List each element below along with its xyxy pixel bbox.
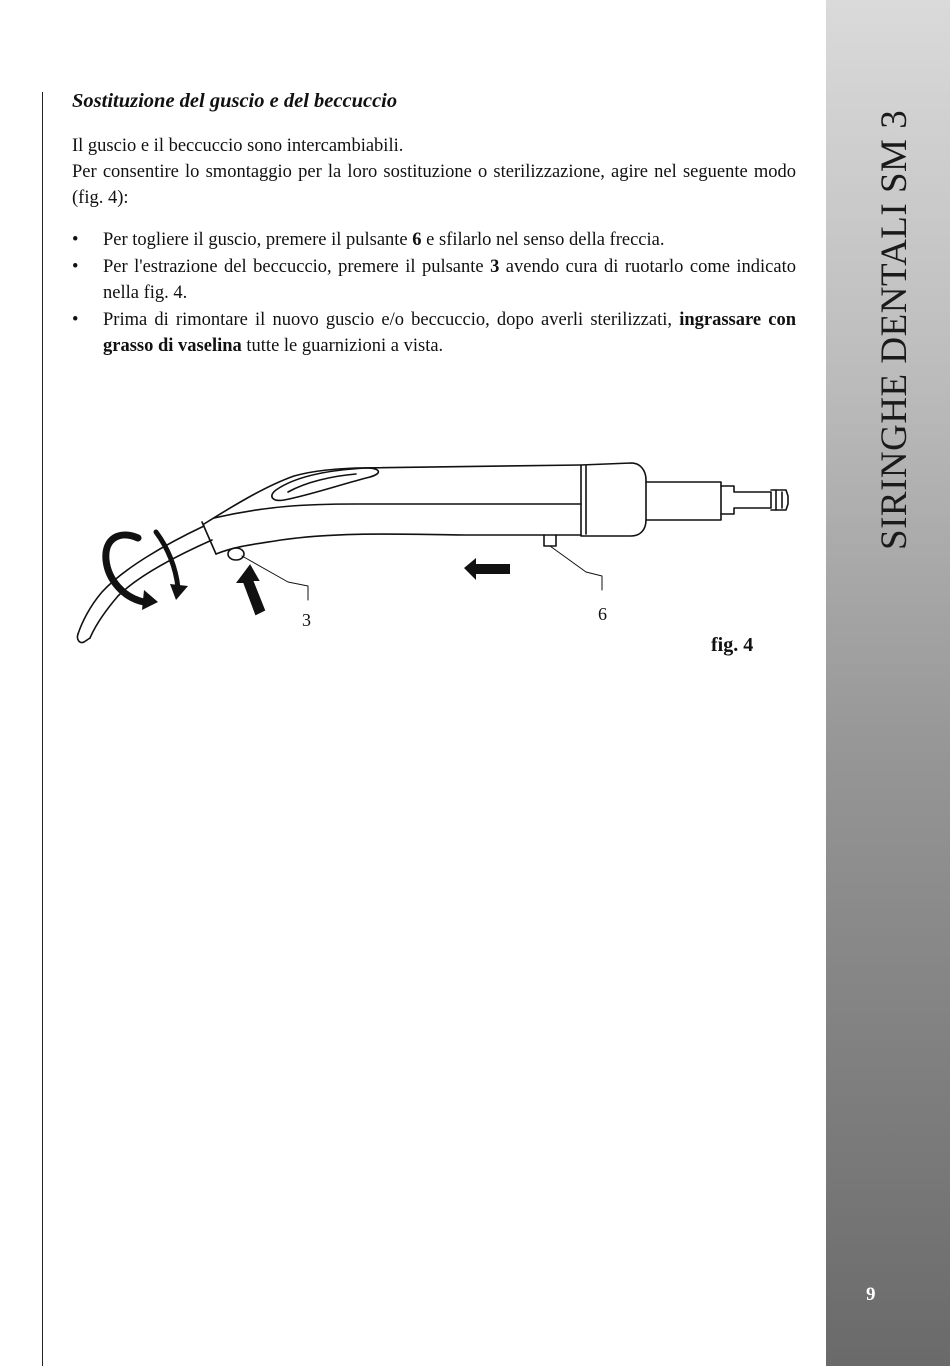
handle-outline-bottom	[216, 534, 581, 554]
tip-outline	[78, 526, 204, 634]
instruction-list	[72, 227, 796, 359]
intro-line-2: Per consentire lo smontaggio per la loro sostituzione o sterilizzazione, agire nel seguente modo (fig. 4):	[72, 162, 796, 208]
page-number: 9	[866, 1284, 876, 1305]
handle-outline-top	[204, 465, 581, 524]
list-item-text: Per l'estrazione del beccuccio, premere il pulsante	[103, 257, 491, 277]
joint-line	[202, 522, 216, 554]
figure-caption: fig. 4	[711, 634, 754, 656]
callout-6: 6	[598, 604, 607, 624]
sidebar-title: SIRINGHE DENTALI SM 3	[874, 109, 915, 550]
list-item	[72, 254, 796, 306]
bullet-icon: •	[72, 310, 79, 330]
button-6	[544, 535, 556, 546]
slide-arrow-icon	[464, 558, 510, 580]
list-item-text: Prima di rimontare il nuovo guscio e/o beccuccio, dopo averli sterilizzati,	[103, 310, 680, 330]
bullet-icon: •	[72, 230, 79, 250]
rear-collar	[581, 463, 646, 536]
rotation-arrow-icon	[106, 535, 144, 602]
button-3	[228, 548, 244, 560]
bullet-icon: •	[72, 257, 79, 277]
leader-line-6	[550, 546, 602, 590]
list-item-text: avendo cura di ruotarlo come indicato nella fig. 4.	[103, 257, 796, 303]
press-arrow-icon	[238, 566, 264, 614]
fitting-notch	[776, 490, 782, 510]
syringe-illustration	[66, 456, 798, 666]
list-item-bold: 3	[490, 257, 500, 277]
list-item-bold: ingrassare con grasso di vaselina	[103, 310, 796, 356]
intro-line-1: Il guscio e il beccuccio sono intercambiabili.	[72, 136, 404, 156]
list-item	[72, 307, 796, 359]
list-item-bold: 6	[412, 230, 422, 250]
margin-rule	[42, 92, 43, 1366]
rotation-arrowhead-icon	[142, 590, 158, 610]
callout-3: 3	[302, 610, 311, 630]
grip-recess	[272, 468, 379, 500]
handle-inner-line	[214, 504, 581, 518]
fitting-end	[771, 490, 788, 510]
list-item-text: Per togliere il guscio, premere il pulsante	[103, 230, 413, 250]
list-item-text: e sfilarlo nel senso della freccia.	[421, 230, 665, 250]
tip-end	[77, 634, 90, 643]
list-item	[72, 227, 796, 253]
rotation-arrowhead-2-icon	[170, 584, 188, 600]
connector-tube	[646, 482, 721, 520]
main-content	[72, 88, 796, 360]
section-title: Sostituzione del guscio e del beccuccio	[72, 90, 398, 112]
list-item-text: tutte le guarnizioni a vista.	[241, 336, 444, 356]
fitting	[721, 486, 771, 514]
